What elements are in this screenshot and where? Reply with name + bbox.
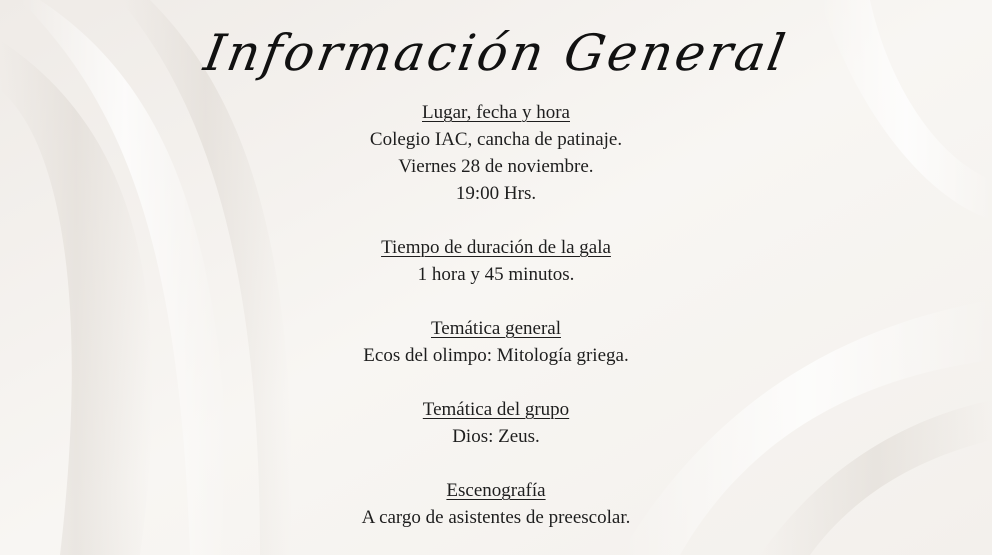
section-heading: Temática general [430, 318, 561, 339]
section-line: Ecos del olimpo: Mitología griega. [363, 345, 629, 366]
section-heading: Escenografía [446, 480, 546, 501]
section-heading: Tiempo de duración de la gala [381, 237, 611, 258]
page-title: Información General [199, 24, 793, 82]
section-line: Colegio IAC, cancha de patinaje. [369, 129, 623, 150]
section-group-theme [0, 396, 992, 450]
info-content [0, 99, 992, 531]
section-place-date-time [0, 99, 992, 207]
section-heading: Lugar, fecha y hora [422, 102, 570, 123]
section-line: 19:00 Hrs. [455, 183, 537, 204]
section-heading: Temática del grupo [422, 399, 570, 420]
section-line: Viernes 28 de noviembre. [398, 156, 594, 177]
section-line: 1 hora y 45 minutos. [417, 264, 575, 285]
section-general-theme [0, 315, 992, 369]
section-line: A cargo de asistentes de preescolar. [361, 507, 631, 528]
section-scenography [0, 477, 992, 531]
section-duration [0, 234, 992, 288]
section-line: Dios: Zeus. [452, 426, 540, 447]
